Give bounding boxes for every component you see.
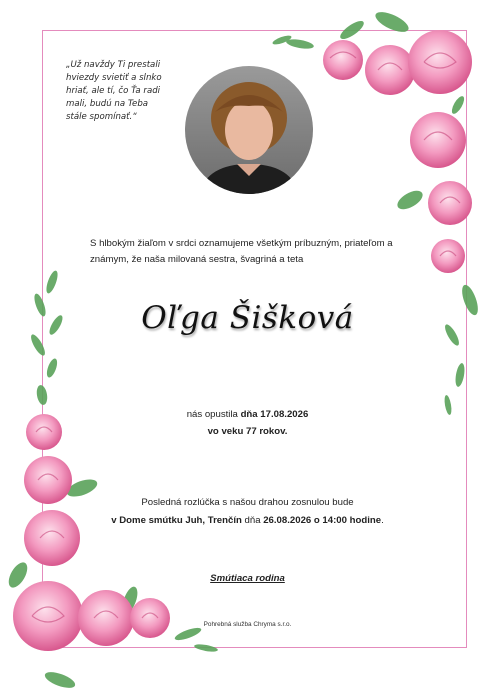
farewell-place: v Dome smútku Juh, Trenčín (111, 515, 242, 526)
intro-text: S hlbokým žiaľom v srdci oznamujeme všetkým príbuzným, priateľom a známym, že naša milovaná sestra, švagriná a teta (90, 238, 393, 265)
portrait-photo (185, 66, 313, 194)
farewell-info (0, 494, 495, 530)
death-age: vo veku 77 rokov. (207, 426, 288, 437)
farewell-datetime: 26.08.2026 o 14:00 hodine (263, 515, 382, 526)
memorial-quote: „Už navždy Ti prestali hviezdy svietiť a slnko hriať, ale tí, čo Ťa radi mali, budú na Teba stále spomínať.“ (66, 60, 162, 122)
farewell-line1: Posledná rozlúčka s našou drahou zosnulou bude (141, 497, 354, 508)
funeral-service-credit: Pohrebná služba Chryma s.r.o. (203, 621, 292, 628)
mourning-family: Smútiaca rodina (210, 573, 285, 584)
farewell-end: . (381, 515, 384, 526)
roses-bottom-left (13, 414, 170, 651)
death-prefix: nás opustila (186, 409, 241, 420)
death-date: dňa 17.08.2026 (240, 409, 309, 420)
farewell-mid: dňa (241, 515, 264, 526)
deceased-name: Oľga Šišková (141, 300, 354, 336)
death-info (0, 406, 495, 440)
